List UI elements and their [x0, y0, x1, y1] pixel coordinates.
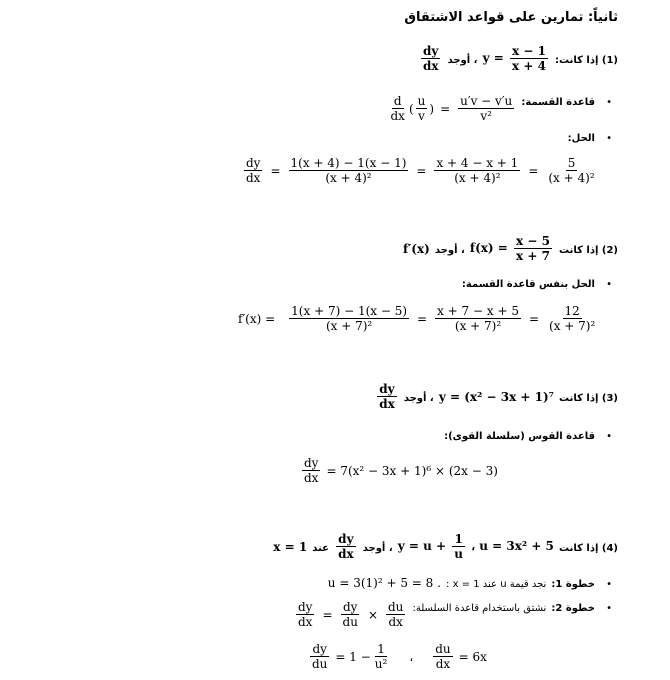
- exercise-2-statement: [403, 234, 618, 263]
- exercise-1-statement: [419, 44, 618, 73]
- exercise-2-solution: f′(x) = $\frac{1(x + 7) - 1(x - 5)}{\text{(x + 7)²}}$ = $\frac{x + 7 - x + 5}{\text{(x + 7)²}}$ = $\frac{12}{\text{(x + 7)²}}$: [238, 304, 596, 333]
- exercise-4-function: y = u + $\frac{1}{u}$ ، u = 3x² + 5: [397, 532, 554, 561]
- exercise-4-step-2: • خطوة 2: نشتق باستخدام قاعدة السلسلة: $\frac{dy}{dx}$ = $\frac{dy}{du}$ × $\frac{du}{dx}$: [294, 596, 612, 629]
- step-1-label: خطوة 1:: [551, 579, 595, 590]
- exercise-1-derivative: $\frac{dy}{dx}$: [422, 44, 439, 73]
- exercise-2-label: (2) إذا كانت: [559, 245, 618, 256]
- quotient-rule-line: • قاعدة القسمة: $\frac{d}{dx}$ ( $\frac{u}{v}$ ) = $\frac{u'v - v'u}{\text{v²}}$: [387, 90, 613, 123]
- solution-label: الحل:: [567, 133, 595, 144]
- exercise-3-rule-line: • قاعدة القوس (سلسلة القوى):: [444, 431, 612, 442]
- exercise-2-rule-line: • الحل بنفس قاعدة القسمة:: [461, 279, 612, 290]
- exercise-1-solution: $\frac{dy}{dx}$ = $\frac{1(x + 4) - 1(x - 1)}{\text{(x + 4)²}}$ = $\frac{x + 4 - x + 1}{\text{(x + 4)²}}$ = $\frac{5}{\text{(x + 4)²}}$: [246, 156, 595, 185]
- exercise-2-function: f(x) = $\frac{x - 5}{x + 7}$: [469, 234, 550, 263]
- exercise-4-find: ، أوجد: [362, 543, 393, 554]
- exercise-3-rule-label: قاعدة القوس (سلسلة القوى):: [444, 431, 595, 442]
- exercise-1-find: ، أوجد: [447, 55, 478, 66]
- quotient-rule-formula: $\frac{d}{dx}$ ( $\frac{u}{v}$ ) = $\frac{u'v - v'u}{\text{v²}}$: [390, 94, 513, 123]
- exercise-4-step-1: • خطوة 1: نجد قيمة u عند x = 1 : u = 3(1)² + 5 = 8 .: [327, 575, 612, 590]
- exercise-3-function: y = (x² − 3x + 1)⁷: [438, 389, 554, 404]
- step-2-text: نشتق باستخدام قاعدة السلسلة:: [412, 603, 547, 614]
- step-1-text: نجد قيمة u عند x = 1 :: [446, 579, 547, 590]
- exercise-3-derivative: $\frac{dy}{dx}$: [379, 382, 395, 411]
- exercise-4-derivative: $\frac{dy}{dx}$: [338, 532, 354, 561]
- solution-label-line: • الحل:: [567, 133, 612, 144]
- step-1-math: u = 3(1)² + 5 = 8 .: [327, 575, 441, 590]
- exercise-3-solution: $\frac{dy}{dx}$ = 7(x² − 3x + 1)⁶ × (2x − 3): [304, 456, 498, 485]
- page-title: ثانياً: تمارين على قواعد الاشتقاق: [404, 10, 618, 25]
- exercise-1-function: y = $\frac{x - 1}{x + 4}$: [482, 44, 546, 73]
- exercise-3-find: ، أوجد: [403, 393, 434, 404]
- exercise-2-find: ، أوجد: [434, 245, 465, 256]
- exercise-4-derivatives: $\frac{dy}{du}$ = 1 − $\frac{1}{\text{u²}}$ ، $\frac{du}{dx}$ = 6x: [312, 642, 487, 671]
- chain-rule-formula: $\frac{dy}{dx}$ = $\frac{dy}{du}$ × $\frac{du}{dx}$: [297, 600, 404, 629]
- exercise-4-statement: [273, 532, 618, 561]
- exercise-3-statement: [375, 382, 618, 411]
- exercise-4-label: (4) إذا كانت: [559, 543, 618, 554]
- quotient-rule-label: قاعدة القسمة:: [521, 97, 595, 108]
- exercise-1-fraction: $\frac{x - 1}{x + 4}$: [512, 44, 546, 73]
- exercise-3-label: (3) إذا كانت: [559, 393, 618, 404]
- exercise-1-label: (1) إذا كانت:: [555, 55, 618, 66]
- exercise-4-at-value: x = 1: [273, 539, 308, 554]
- exercise-4-at: عند: [312, 543, 329, 554]
- step-2-label: خطوة 2:: [551, 603, 595, 614]
- exercise-2-target: f′(x): [402, 241, 430, 256]
- exercise-2-rule-label: الحل بنفس قاعدة القسمة:: [461, 279, 595, 290]
